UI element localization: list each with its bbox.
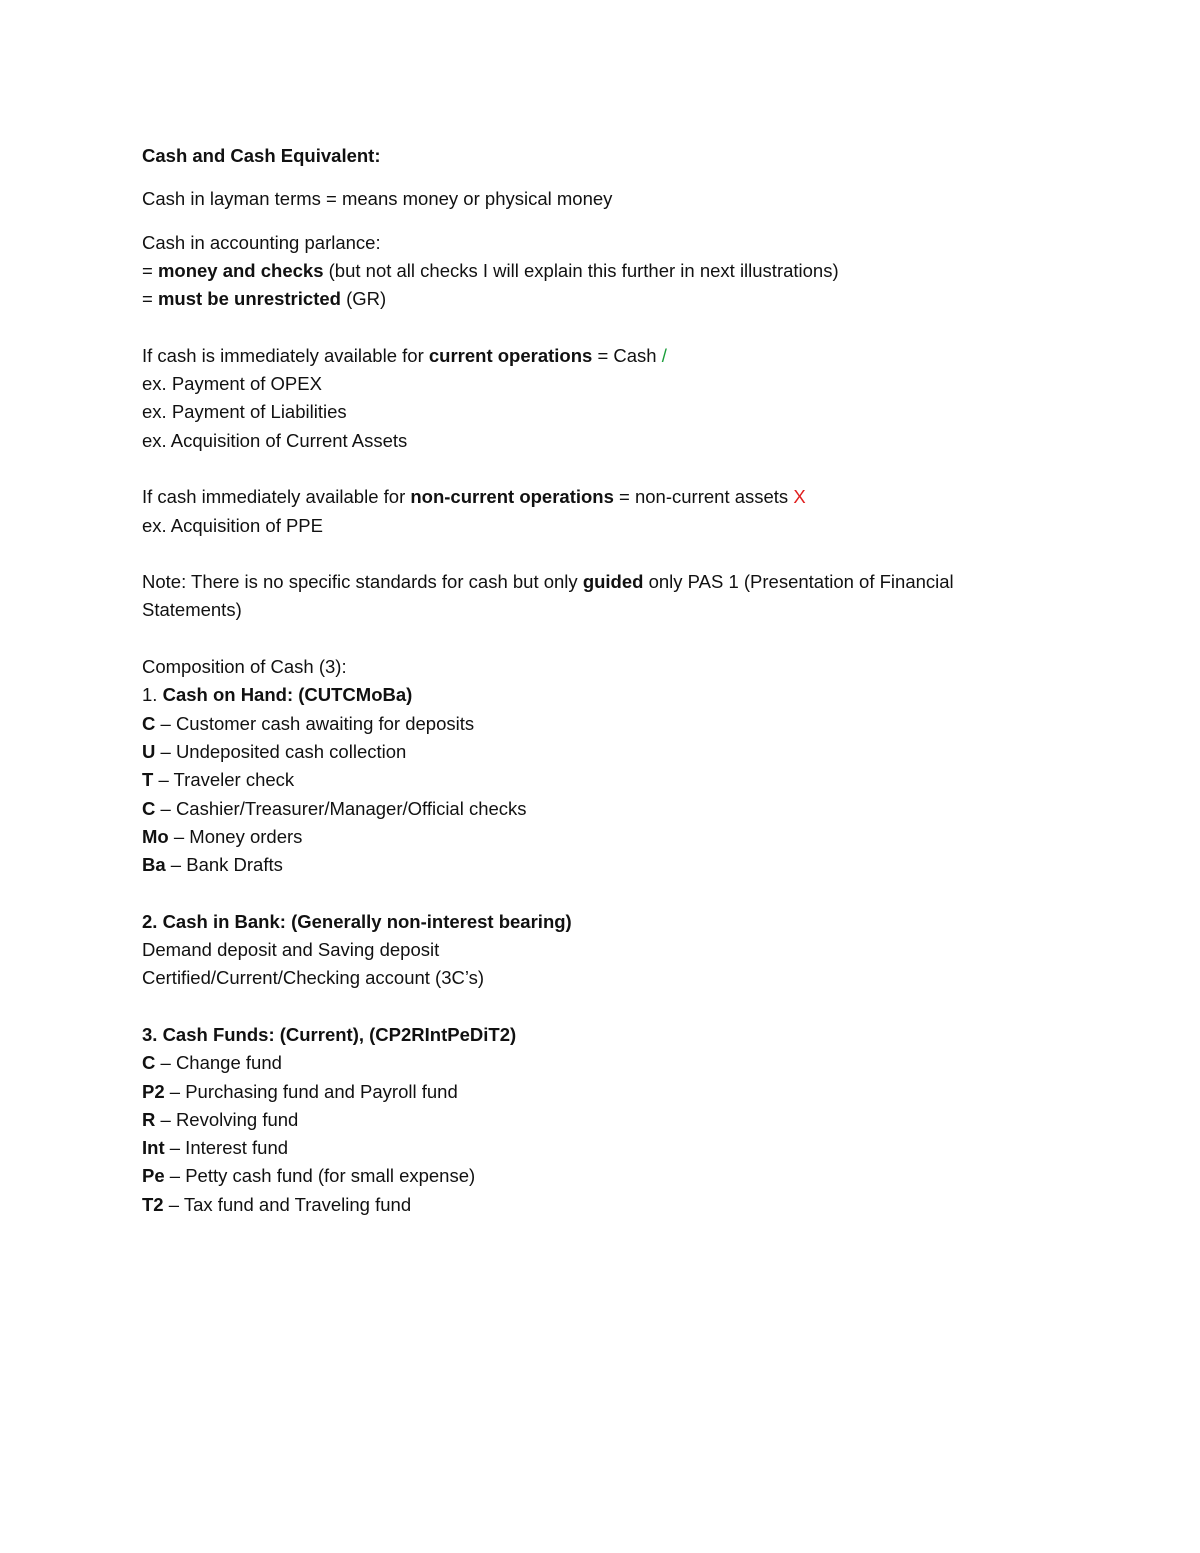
composition-heading: Composition of Cash (3): (142, 656, 347, 678)
list-item: Mo – Money orders (142, 825, 303, 847)
current-ops-example: ex. Payment of Liabilities (142, 401, 347, 423)
current-ops-rule: If cash is immediately available for current operations = Cash / (142, 344, 667, 366)
list-item: Certified/Current/Checking account (3C’s) (142, 967, 485, 989)
check-mark-icon: / (661, 344, 667, 366)
layman-definition: Cash in layman terms = means money or physical money (142, 188, 613, 210)
noncurrent-ops-rule: If cash immediately available for non-current operations = non-current assets X (142, 486, 806, 508)
document-page (142, 142, 1042, 1219)
parlance-heading: Cash in accounting parlance: (142, 231, 381, 253)
list-item: Pe – Petty cash fund (for small expense) (142, 1165, 476, 1187)
section-1-title: 1. Cash on Hand: (CUTCMoBa) (142, 684, 413, 706)
list-item: T2 – Tax fund and Traveling fund (142, 1193, 412, 1215)
parlance-line-2: = must be unrestricted (GR) (142, 288, 387, 310)
list-item: U – Undeposited cash collection (142, 740, 407, 762)
section-2-title: 2. Cash in Bank: (Generally non-interest bearing) (142, 910, 572, 932)
x-mark-icon: X (793, 486, 806, 508)
list-item: C – Cashier/Treasurer/Manager/Official checks (142, 797, 527, 819)
section-3-title: 3. Cash Funds: (Current), (CP2RIntPeDiT2) (142, 1023, 517, 1045)
doc-title: Cash and Cash Equivalent: (142, 145, 381, 166)
parlance-line-1: = money and checks (but not all checks I will explain this further in next illustrations) (142, 259, 839, 281)
list-item: C – Customer cash awaiting for deposits (142, 712, 475, 734)
list-item: C – Change fund (142, 1052, 282, 1074)
list-item: Int – Interest fund (142, 1137, 289, 1159)
current-ops-example: ex. Acquisition of Current Assets (142, 429, 408, 451)
current-ops-example: ex. Payment of OPEX (142, 373, 322, 395)
list-item: Demand deposit and Saving deposit (142, 939, 440, 961)
list-item: T – Traveler check (142, 769, 295, 791)
noncurrent-ops-example: ex. Acquisition of PPE (142, 514, 323, 536)
list-item: P2 – Purchasing fund and Payroll fund (142, 1080, 458, 1102)
list-item: R – Revolving fund (142, 1108, 299, 1130)
note-paragraph: Note: There is no specific standards for cash but only guided only PAS 1 (Presentation of Financial Statements) (142, 571, 954, 621)
list-item: Ba – Bank Drafts (142, 854, 283, 876)
